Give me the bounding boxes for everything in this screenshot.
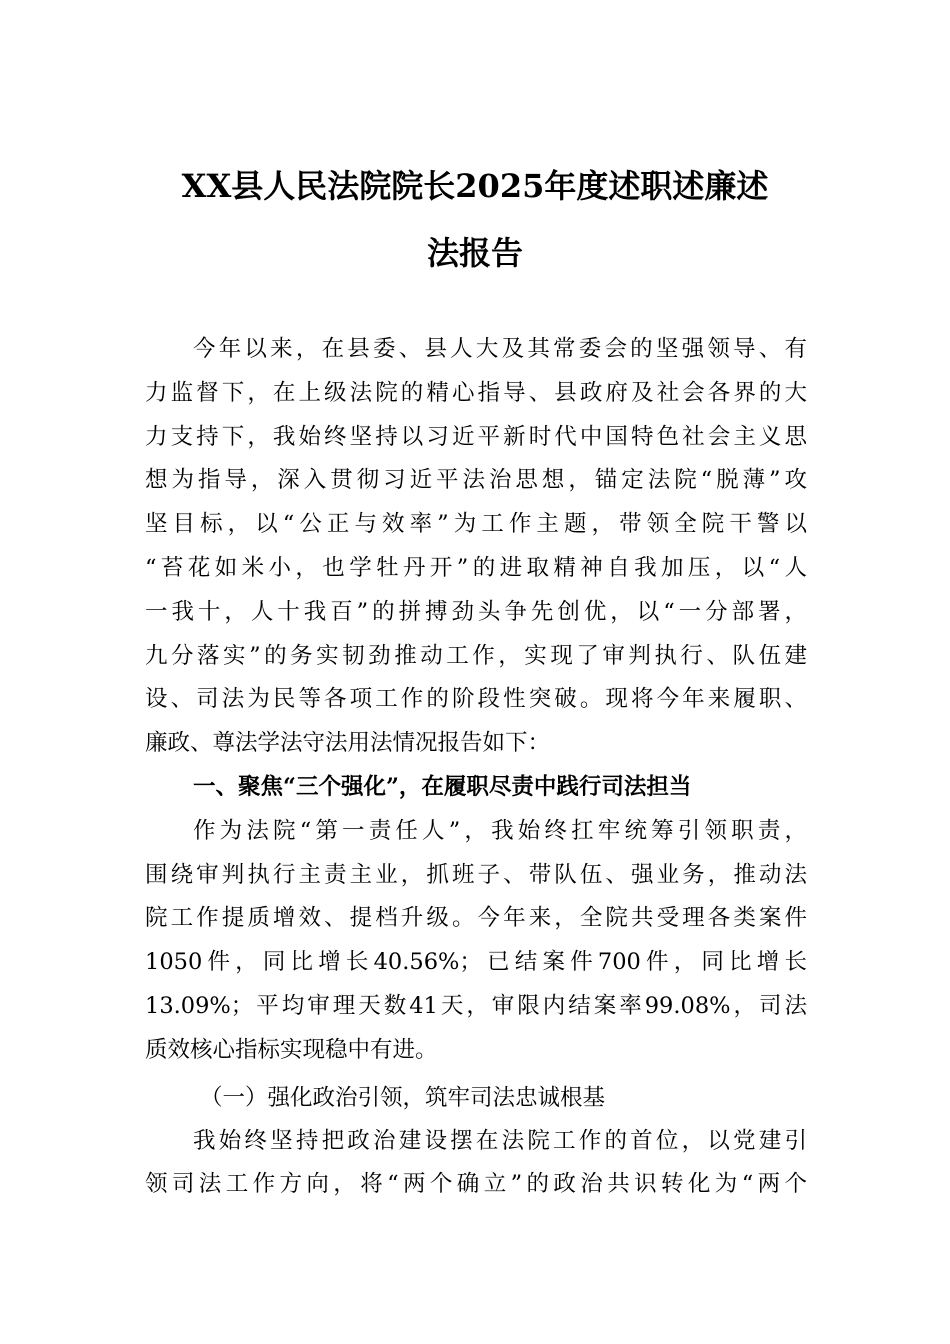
text-line: 领司法工作方向，将“两个确立”的政治共识转化为“两个: [145, 1171, 807, 1198]
text-line: 13.09%；平均审理天数41天，审限内结案率99.08%，司法: [145, 992, 807, 1019]
paragraph-section-1: [145, 810, 807, 1073]
text-line: 我始终坚持把政治建设摆在法院工作的首位，以党建引: [193, 1127, 807, 1154]
text-line: 质效核心指标实现稳中有进。: [145, 1036, 438, 1063]
text-line: 一我十，人十我百”的拼搏劲头争先创优，以“一分部署，: [145, 598, 807, 625]
document-title-line-2: 法报告: [426, 234, 523, 272]
text-line: 力支持下，我始终坚持以习近平新时代中国特色社会主义思: [145, 423, 807, 450]
text-line: 今年以来，在县委、县人大及其常委会的坚强领导、有: [193, 336, 807, 362]
document-body: [145, 328, 807, 1207]
text-line: 力监督下，在上级法院的精心指导、县政府及社会各界的大: [145, 379, 807, 406]
text-line: 九分落实”的务实韧劲推动工作，实现了审判执行、队伍建: [145, 642, 807, 669]
text-line: 坚目标，以“公正与效率”为工作主题，带领全院干警以: [145, 511, 807, 538]
text-line: 围绕审判执行主责主业，抓班子、带队伍、强业务，推动法: [145, 861, 807, 888]
subsection-heading-1: （一）强化政治引领，筑牢司法忠诚根基: [200, 1084, 606, 1111]
section-heading-1: 一、聚焦“三个强化”，在履职尽责中践行司法担当: [193, 773, 692, 800]
text-line: “苔花如米小，也学牡丹开”的进取精神自我加压，以“人: [145, 554, 807, 581]
paragraph-intro: [145, 328, 807, 766]
document-title-line-1: XX县人民法院院长2025年度述职述廉述: [181, 167, 769, 205]
text-line: 作为法院“第一责任人”，我始终扛牢统筹引领职责，: [193, 817, 807, 844]
paragraph-subsection-1: [145, 1120, 807, 1208]
text-line: 1050件，同比增长40.56%；已结案件700件，同比增长: [145, 949, 807, 976]
text-line: 廉政、尊法学法守法用法情况报告如下：: [145, 730, 551, 757]
text-line: 设、司法为民等各项工作的阶段性突破。现将今年来履职、: [145, 686, 807, 713]
text-line: 院工作提质增效、提档升级。今年来，全院共受理各类案件: [145, 905, 807, 932]
text-line: 想为指导，深入贯彻习近平法治思想，锚定法院“脱薄”攻: [145, 467, 807, 494]
